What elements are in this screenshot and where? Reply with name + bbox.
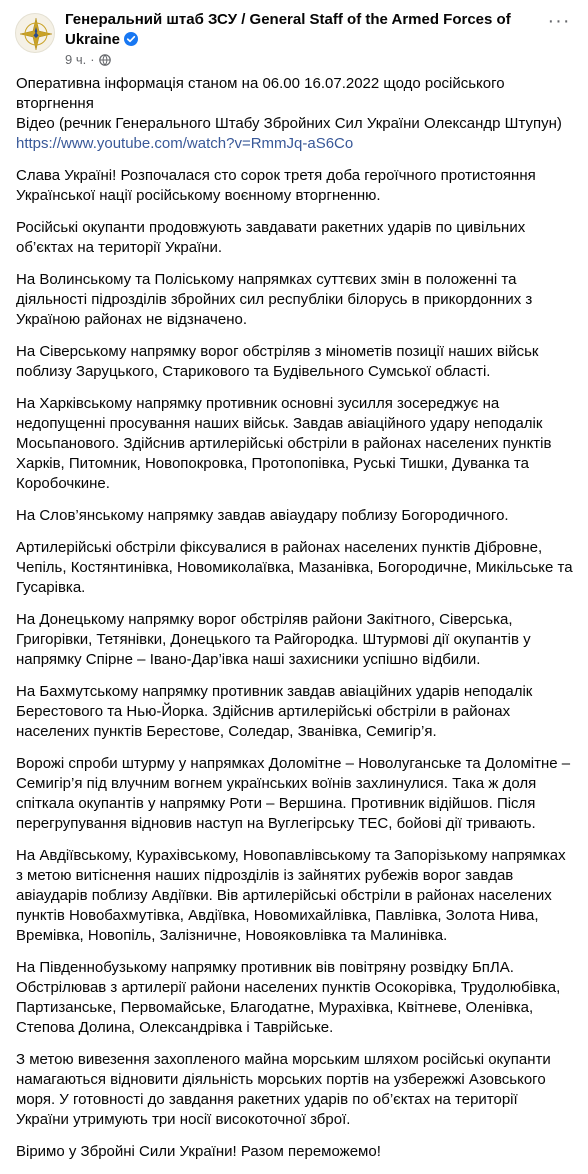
post-paragraph: На Південнобузькому напрямку противник вів повітряну розвідку БпЛА. Обстрілював з артилерії райони населених пунктів Осокорівка, Трудолюбівка, Партизанське, Первомайське, Благодатне, Мурахівка, Квітневе, Оленівка, Степова Долина, Олександрівка і Таврійське. bbox=[16, 959, 561, 1036]
post-paragraph: Артилерійські обстріли фіксувалися в районах населених пунктів Дібровне, Чепіль, Костянтинівка, Новомиколаївка, Мазанівка, Богородичне, Микільське та Гусарівка. bbox=[16, 539, 573, 596]
verified-badge-icon bbox=[124, 32, 138, 52]
post-meta bbox=[65, 52, 111, 70]
avatar[interactable] bbox=[15, 13, 55, 53]
ukraine-armed-forces-emblem-icon bbox=[16, 14, 55, 53]
post-header bbox=[15, 10, 575, 68]
post-paragraph: З метою вивезення захопленого майна морським шляхом російські окупанти намагаються відновити діяльність морських портів на узбережжі Азовського моря. У готовності до завдання ракетних ударів по об’єктах на території України утримують три носії високоточної зброї. bbox=[16, 1051, 551, 1128]
post-body bbox=[16, 74, 574, 1174]
post-paragraph: Ворожі спроби штурму у напрямках Доломітне – Новолуганське та Доломітне – Семигір’я під влучним вогнем українських воїнів захлинулися. Така ж доля спіткала окупантів у напрямку Роти – Вершина. Противник відійшов. Після перегрупування відновив наступ на Вуглегірську ТЕС, бойові дії тривають. bbox=[16, 755, 571, 832]
post-paragraph: Слава Україні! Розпочалася сто сорок третя доба героїчного протистояння Української нації російському воєнному вторгненню. bbox=[16, 167, 536, 204]
intro-line-2: Відео (речник Генерального Штабу Збройних Сил України Олександр Штупун) bbox=[16, 115, 562, 132]
post-paragraph: На Слов’янському напрямку завдав авіаудару поблизу Богородичного. bbox=[16, 507, 509, 524]
post-paragraph: На Харківському напрямку противник основні зусилля зосереджує на недопущенні просування наших військ. Завдав авіаційного удару неподалік Мосьпанового. Здійснив артилерійські обстріли в районах населених пунктів Харків, Питомник, Новопокровка, Протопопівка, Руські Тишки, Дуванка та Коробочкине. bbox=[16, 395, 552, 492]
post-paragraph: Віримо у Збройні Сили України! Разом переможемо! bbox=[16, 1143, 381, 1160]
post-intro bbox=[16, 74, 574, 154]
post-paragraph: На Донецькому напрямку ворог обстріляв райони Закітного, Сіверська, Григорівки, Тетянівки, Донецького та Райгородка. Штурмові дії окупантів у напрямку Спірне – Іванo-Дар’івка наші захисники успішно відбили. bbox=[16, 611, 531, 668]
post-paragraph: На Сіверському напрямку ворог обстріляв з мінометів позиції наших військ поблизу Заруцького, Старикового та Будівельного Сумської області. bbox=[16, 343, 539, 380]
post-paragraph: Російські окупанти продовжують завдавати ракетних ударів по цивільних об’єктах на території України. bbox=[16, 219, 526, 256]
globe-icon[interactable] bbox=[99, 54, 111, 70]
author-name[interactable] bbox=[65, 10, 535, 52]
post-timestamp[interactable]: 9 ч. bbox=[65, 52, 87, 67]
more-options-button[interactable]: ··· bbox=[547, 10, 571, 32]
video-link[interactable]: https://www.youtube.com/watch?v=RmmJq-aS6Co bbox=[16, 135, 354, 152]
post-paragraph: На Волинському та Поліському напрямках суттєвих змін в положенні та діяльності підрозділів збройних сил республіки білорусь в прикордонних з Україною районах не відзначено. bbox=[16, 271, 533, 328]
post-paragraph: На Бахмутському напрямку противник завдав авіаційних ударів неподалік Берестового та Нью-Йорка. Здійснив артилерійські обстріли в районах населених пунктів Берестове, Соледар, Званівка, Семигір’я. bbox=[16, 683, 533, 740]
post-paragraph: На Авдіївському, Курахівському, Новопавлівському та Запорізькому напрямках з метою витіснення наших підрозділів із зайнятих рубежів ворог завдав авіаударів поблизу Авдіївки. Вів артилерійські обстріли в районах населених пунктів Новобахмутівка, Авдіївка, Новомихайлівка, Павлівка, Золота Нива, Времівка, Новопіль, Залізничне, Новояковлівка та Малинівка. bbox=[16, 847, 566, 944]
intro-line-1: Оперативна інформація станом на 06.00 16.07.2022 щодо російського вторгнення bbox=[16, 75, 505, 112]
author-name-text[interactable]: Генеральний штаб ЗСУ / General Staff of the Armed Forces of Ukraine bbox=[65, 11, 511, 48]
meta-separator: · bbox=[90, 52, 95, 67]
